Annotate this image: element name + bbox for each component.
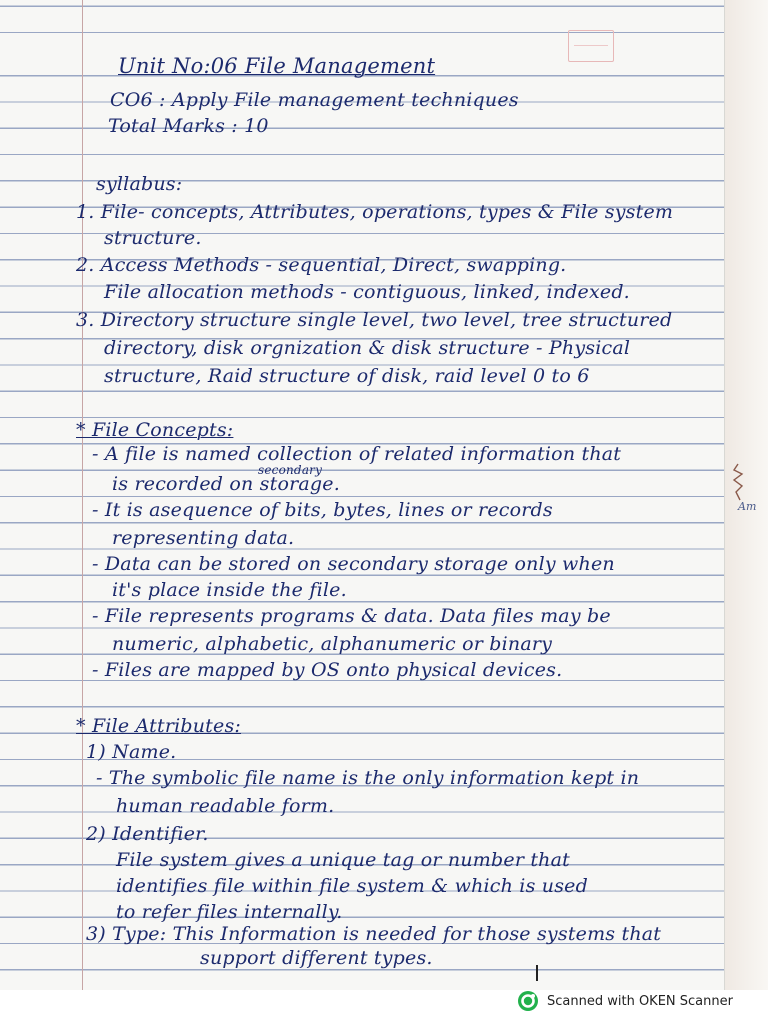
note-line: syllabus: — [96, 173, 183, 195]
note-line: 3) Type: This Information is needed for those systems that — [86, 923, 662, 945]
edge-text: Am — [738, 500, 757, 513]
note-line: representing data. — [112, 527, 295, 549]
section-heading: * File Concepts: — [76, 419, 234, 441]
note-line: structure, Raid structure of disk, raid level 0 to 6 — [104, 365, 590, 387]
note-line: numeric, alphabetic, alphanumeric or binary — [112, 633, 553, 655]
note-title: Unit No:06 File Management — [118, 54, 436, 78]
pen-mark — [536, 965, 538, 981]
note-line: File system gives a unique tag or number that — [116, 849, 570, 871]
note-line: human readable form. — [116, 795, 335, 817]
note-line: structure. — [104, 227, 202, 249]
note-line: 2) Identifier. — [86, 823, 209, 845]
note-line: 1. File- concepts, Attributes, operations, types & File system — [76, 201, 674, 223]
note-line: it's place inside the file. — [112, 579, 347, 601]
scanner-label: Scanned with OKEN Scanner — [547, 993, 733, 1009]
note-line: identifies file within file system & which is used — [116, 875, 588, 897]
note-line: - The symbolic file name is the only information kept in — [96, 767, 640, 789]
note-line: 1) Name. — [86, 741, 177, 763]
note-line: support different types. — [200, 947, 433, 969]
note-line: CO6 : Apply File management techniques — [110, 89, 519, 111]
note-line: - Data can be stored on secondary storage only when — [92, 553, 615, 575]
scanner-footer — [517, 990, 733, 1012]
note-line: Total Marks : 10 — [108, 115, 269, 137]
note-line: - Files are mapped by OS onto physical devices. — [92, 659, 563, 681]
note-line: is recorded on storage. — [112, 473, 340, 495]
binding-mark — [730, 462, 746, 502]
note-line: - File represents programs & data. Data files may be — [92, 605, 611, 627]
page-stamp — [568, 30, 614, 62]
note-line: - A file is named collection of related information that — [92, 443, 622, 465]
note-line: to refer files internally. — [116, 901, 343, 923]
note-line: 2. Access Methods - sequential, Direct, swapping. — [76, 254, 567, 276]
note-annotation: secondary — [258, 463, 323, 477]
note-line: directory, disk orgnization & disk structure - Physical — [104, 337, 631, 359]
scanner-logo-icon — [517, 990, 539, 1012]
note-line: File allocation methods - contiguous, linked, indexed. — [104, 281, 630, 303]
margin-line — [82, 0, 83, 990]
section-heading: * File Attributes: — [76, 715, 242, 737]
note-line: - It is asequence of bits, bytes, lines or records — [92, 499, 553, 521]
note-line: 3. Directory structure single level, two level, tree structured — [76, 309, 673, 331]
